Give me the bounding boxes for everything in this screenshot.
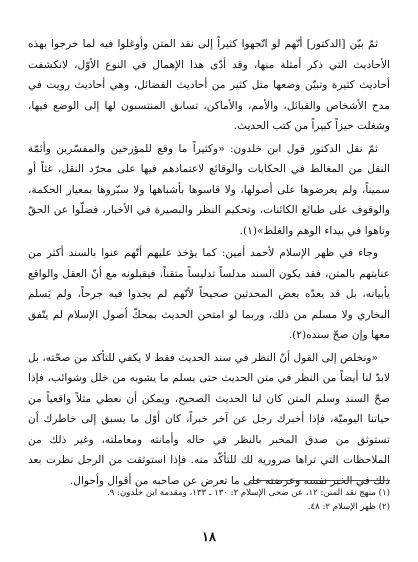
footnote-divider bbox=[250, 480, 390, 481]
paragraph: «ونخلص إلى القول أنّ النظر في سند الحديث فقط لا يكفي للتأكد من صحّته، بل لابدّ لنا أيضاً من النظر في متن الحديث حتى يسلم ما يشوبه من خلل وشوائب، فإذا صحّ السند وسلم المتن كان لنا الحديث الصحيح، ويمكن أن نعطي مثلاً واقعياً من حياتنا اليوميّة، فإذا أخبرك رجل عن آخر خبراً، كان أوّل ما يسبق إلى خاطرك أن تستوثق من صدق المخبر بالنظر في حاله وأمانته ومعاملته، وغير ذلك من الملاحظات التي تراها ضرورية لك للتأكّد منه. فإذا استوثقت من الرجل نظرت بعد ذلك في الخبر نفسه وعرضته على ما تعرض عن صاحبه من أقوال وأحوال. bbox=[28, 351, 390, 487]
main-text bbox=[28, 34, 390, 491]
page-number: ١٨ bbox=[202, 530, 216, 545]
footnote: (٢) ظهر الإسلام ٢: ٤٨. bbox=[307, 502, 390, 512]
paragraph: ثمّ بيّن [الدكتور] أنّهم لو اتّجهوا كثيراً إلى نقد المتن وأوغلوا فيه لما خرجوا بهذه الأحاديث التي ذكر أمثلة منها، وقد أدّى هذا الإهمال في النوع الأوّل، لانكشفت أحاديث كثيرة وتبيّن وضعها مثل كثير من أحاديث الفضائل، وهي أحاديث رويت في مدح الأشخاص والقبائل، والأمم، والأماكن، تسابق المنتسبون لها إلى الوضع فيها، وشغلت حيزاً كبيراً من كتب الحديث. bbox=[28, 38, 390, 132]
footnotes bbox=[28, 486, 390, 514]
paragraph: وجاء في ظهر الإسلام لأحمد أمين: كما يؤخذ عليهم أنّهم عنوا بالسند أكثر من عنايتهم بالمتن، فقد يكون السند مدلساً تدليساً متقناً، فيقبلونه مع أنّ العقل والواقع يأبيانه، بل قد يعدّه بعض المحدثين صحيحاً لأنّهم لم يجدوا فيه جرحاً، ولم يَسلم البخاري ولا مسلم من ذلك، وربما لو امتحن الحديث بمحكّ أصول الإسلام لم يتّفق معها وإن صحّ سنده(٢). bbox=[28, 247, 390, 341]
footnote: (١) منهج نقد المتن: ١٢، عن ضحى الإسلام ٢: ١٣٠ ـ ١٣٣، ومقدمة ابن خلدون: ٩. bbox=[107, 488, 390, 498]
paragraph: ثمّ نقل الدكتور قول ابن خلدون: «وكثيراً ما وقع للمؤرخين والمفسّرين وأئمّة النقل من المغالط في الحكايات والوقائع لاعتمادهم فيها على مجرّد النقل، غثاً أو سميناً، ولم يعرضوها على أصولها، ولا قاسوها بأشباهها ولا سبّروها بمعيار الحكمة، والوقوف على طبائع الكائنات، وتحكيم النظر والبصيرة في الأخبار، فضلّوا عن الحقّ وتاهوا في بيداء الوهم والغلط»(١). bbox=[28, 142, 390, 237]
